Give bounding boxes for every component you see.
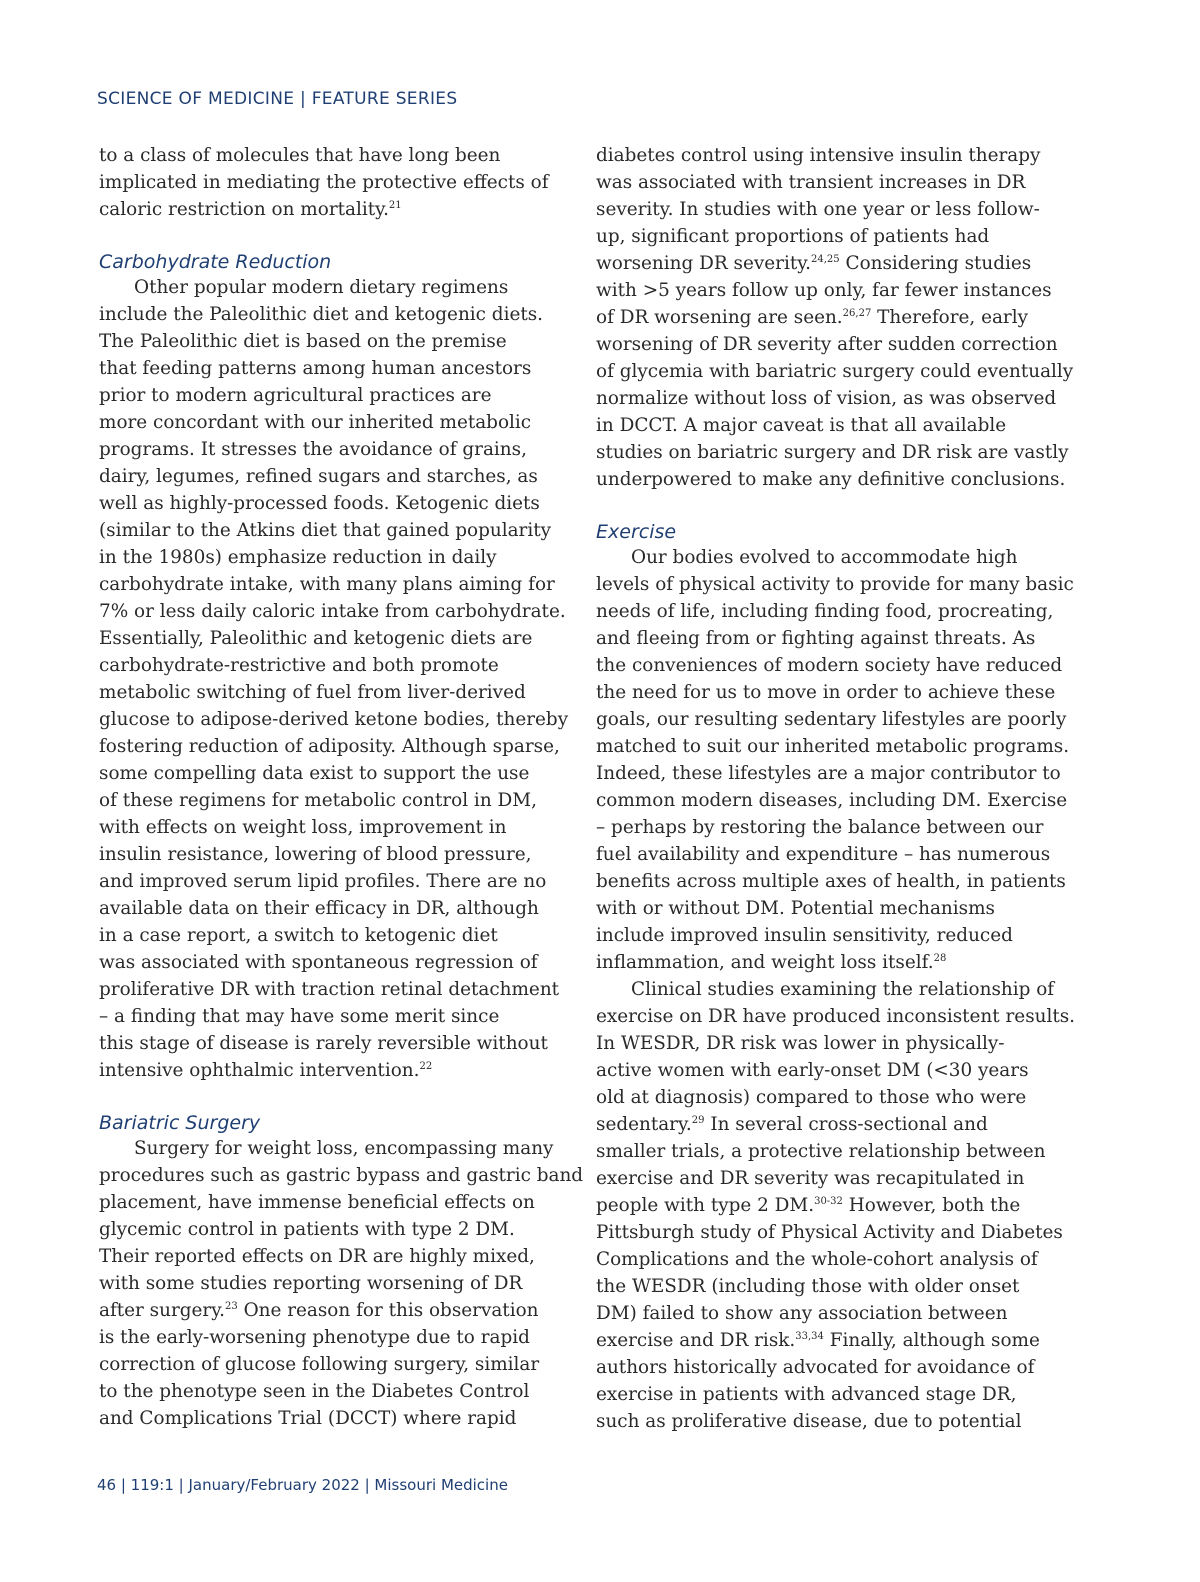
text-line (99, 1057, 545, 1084)
line-text: glycemic control in patients with type 2 DM. (99, 1219, 515, 1240)
line-text: with effects on weight loss, improvement in (99, 817, 507, 838)
paragraph-gap (99, 1084, 545, 1111)
text-line (99, 976, 560, 1003)
text-line (99, 1297, 545, 1324)
text-line (99, 1270, 545, 1297)
text-line (99, 1216, 545, 1243)
line-text-continued: Therefore, early (871, 307, 1028, 328)
line-text: The Paleolithic diet is based on the premise (99, 331, 507, 352)
line-text: goals, our resulting sedentary lifestyles are poorly (596, 709, 1067, 730)
text-line (99, 517, 552, 544)
text-line (596, 760, 1061, 787)
text-line (596, 625, 1042, 652)
line-text: carbohydrate-restrictive and both promote (99, 655, 499, 676)
text-line (596, 1408, 1042, 1435)
line-text: 7% or less daily caloric intake from carbohydrate. (99, 601, 566, 622)
line-text: fuel availability and expenditure – has numerous (596, 844, 1051, 865)
text-line (596, 169, 1042, 196)
line-text: Our bodies evolved to accommodate high (631, 547, 1018, 568)
line-text: active women with early-onset DM (<30 years (596, 1060, 1029, 1081)
text-line (99, 1243, 545, 1270)
text-line (596, 1030, 1042, 1057)
line-text: normalize without loss of vision, as was observed (596, 388, 1057, 409)
line-text: caloric restriction on mortality. (99, 199, 389, 220)
line-text: exercise on DR have produced inconsistent results. (596, 1006, 1076, 1027)
text-line (596, 385, 1057, 412)
line-text: prior to modern agricultural practices are (99, 385, 492, 406)
line-text: and improved serum lipid profiles. There are no (99, 871, 547, 892)
text-line (596, 544, 1042, 571)
line-text: intensive ophthalmic intervention. (99, 1060, 420, 1081)
line-text: fostering reduction of adiposity. Although sparse, (99, 736, 560, 757)
line-text: of glycemia with bariatric surgery could eventually (596, 361, 1074, 382)
line-text: with >5 years follow up only, far fewer instances (596, 280, 1052, 301)
line-text: authors historically advocated for avoidance of (596, 1357, 1035, 1378)
text-line (99, 1324, 545, 1351)
line-text: – a finding that may have some merit since (99, 1006, 500, 1027)
text-line (596, 868, 1066, 895)
text-line (99, 760, 545, 787)
text-line (596, 652, 1063, 679)
line-text: exercise and DR risk. (596, 1330, 796, 1351)
citation-superscript: 29 (691, 1115, 705, 1126)
line-text: to a class of molecules that have long been (99, 145, 501, 166)
text-line (596, 1057, 1042, 1084)
text-line (99, 895, 545, 922)
text-line (596, 679, 1056, 706)
text-line (99, 490, 545, 517)
text-line (596, 304, 1042, 331)
line-text: glucose to adipose-derived ketone bodies, thereby (99, 709, 569, 730)
citation-superscript: 24,25 (811, 254, 840, 265)
text-line (99, 1162, 584, 1189)
line-text: – perhaps by restoring the balance between our (596, 817, 1044, 838)
text-line (99, 1351, 545, 1378)
citation-superscript: 28 (933, 953, 947, 964)
line-text: well as highly-processed foods. Ketogenic diets (99, 493, 540, 514)
line-text: needs of life, including finding food, procreating, (596, 601, 1054, 622)
line-text: include the Paleolithic diet and ketogenic diets. (99, 304, 544, 325)
citation-superscript: 30-32 (814, 1196, 843, 1207)
text-line (99, 544, 545, 571)
line-text: proliferative DR with traction retinal detachment (99, 979, 560, 1000)
text-line (99, 787, 545, 814)
text-line (99, 922, 545, 949)
line-text: in DCCT. A major caveat is that all available (596, 415, 1007, 436)
line-text: was associated with spontaneous regression of (99, 952, 538, 973)
line-text-continued: Considering studies (839, 253, 1032, 274)
text-line (596, 949, 1042, 976)
line-text: the need for us to move in order to achieve these (596, 682, 1056, 703)
line-text: benefits across multiple axes of health, in patients (596, 871, 1066, 892)
text-line (596, 277, 1052, 304)
citation-superscript: 33,34 (795, 1331, 824, 1342)
text-line (596, 976, 1055, 1003)
text-line (596, 1381, 1042, 1408)
text-line (596, 1192, 1042, 1219)
text-line (99, 652, 545, 679)
line-text: with or without DM. Potential mechanisms (596, 898, 995, 919)
line-text-continued: Finally, although some (823, 1330, 1040, 1351)
text-line (99, 142, 545, 169)
line-text: worsening DR severity. (596, 253, 812, 274)
page-footer: 46 | 119:1 | January/February 2022 | Missouri Medicine (97, 1476, 508, 1494)
section-heading: Carbohydrate Reduction (99, 251, 332, 273)
line-text: Surgery for weight loss, encompassing many (134, 1138, 554, 1159)
line-text: people with type 2 DM. (596, 1195, 815, 1216)
line-text: of DR worsening are seen. (596, 307, 843, 328)
text-line (596, 1003, 1076, 1030)
text-line (99, 1030, 548, 1057)
text-line (99, 409, 545, 436)
paragraph-gap (99, 223, 545, 250)
line-text: was associated with transient increases in DR (596, 172, 1026, 193)
text-line (99, 598, 566, 625)
citation-superscript: 21 (388, 200, 402, 211)
line-text: dairy, legumes, refined sugars and starches, as (99, 466, 538, 487)
line-text: sedentary. (596, 1114, 692, 1135)
line-text: with some studies reporting worsening of DR (99, 1273, 523, 1294)
text-line (596, 331, 1058, 358)
paragraph-gap (596, 493, 1042, 520)
text-line (596, 223, 1042, 250)
text-line (99, 1003, 545, 1030)
line-text: more concordant with our inherited metabolic (99, 412, 532, 433)
citation-superscript: 23 (225, 1301, 238, 1312)
text-line (596, 895, 1042, 922)
text-line (99, 1189, 545, 1216)
text-line (596, 1327, 1042, 1354)
line-text: metabolic switching of fuel from liver-derived (99, 682, 526, 703)
line-text: this stage of disease is rarely reversible without (99, 1033, 548, 1054)
text-line (99, 301, 545, 328)
line-text: programs. It stresses the avoidance of grains, (99, 439, 527, 460)
line-text: placement, have immense beneficial effects on (99, 1192, 535, 1213)
text-line (596, 598, 1054, 625)
text-line (596, 1084, 1042, 1111)
line-text: up, significant proportions of patients had (596, 226, 990, 247)
line-text: available data on their efficacy in DR, although (99, 898, 539, 919)
text-line (99, 1135, 554, 1162)
line-text: implicated in mediating the protective effects of (99, 172, 549, 193)
line-text: that feeding patterns among human ancestors (99, 358, 532, 379)
citation-superscript: 26,27 (842, 308, 872, 319)
line-text: underpowered to make any definitive conclusions. (596, 469, 1066, 490)
text-line (99, 625, 545, 652)
text-line (596, 733, 1070, 760)
line-text: procedures such as gastric bypass and gastric band (99, 1165, 584, 1186)
text-line (596, 196, 1042, 223)
line-text: (similar to the Atkins diet that gained popularity (99, 520, 552, 541)
text-line (596, 1165, 1042, 1192)
text-line (99, 328, 545, 355)
line-text-continued: However, both the (842, 1195, 1021, 1216)
text-line (596, 1300, 1042, 1327)
line-text: of these regimens for metabolic control in DM, (99, 790, 537, 811)
line-text: Pittsburgh study of Physical Activity and Diabetes (596, 1222, 1063, 1243)
line-text: diabetes control using intensive insulin therapy (596, 145, 1041, 166)
text-line (99, 1405, 545, 1432)
text-line (596, 250, 1042, 277)
line-text: and Complications Trial (DCCT) where rapid (99, 1408, 517, 1429)
text-line (596, 1111, 1042, 1138)
text-line (99, 733, 560, 760)
text-line (596, 706, 1067, 733)
text-line (99, 1378, 545, 1405)
line-text: old at diagnosis) compared to those who were (596, 1087, 1027, 1108)
line-text: after surgery. (99, 1300, 225, 1321)
line-text: Essentially, Paleolithic and ketogenic diets are (99, 628, 533, 649)
text-line (99, 814, 545, 841)
text-line (99, 841, 545, 868)
line-text: and fleeing from or fighting against threats. As (596, 628, 1036, 649)
text-line (99, 706, 569, 733)
line-text: exercise in patients with advanced stage DR, (596, 1384, 1017, 1405)
line-text: in a case report, a switch to ketogenic diet (99, 925, 498, 946)
line-text: Other popular modern dietary regimens (134, 277, 509, 298)
text-line (596, 142, 1042, 169)
line-text: DM) failed to show any association between (596, 1303, 1008, 1324)
line-text: In WESDR, DR risk was lower in physically- (596, 1033, 1005, 1054)
text-line (99, 169, 549, 196)
line-text: studies on bariatric surgery and DR risk are vastly (596, 442, 1069, 463)
line-text: insulin resistance, lowering of blood pressure, (99, 844, 532, 865)
text-line (596, 1273, 1042, 1300)
line-text: exercise and DR severity was recapitulated in (596, 1168, 1025, 1189)
text-line (596, 922, 1042, 949)
line-text: worsening of DR severity after sudden correction (596, 334, 1058, 355)
text-line (596, 1219, 1063, 1246)
line-text: Indeed, these lifestyles are a major contributor to (596, 763, 1061, 784)
text-line (99, 274, 545, 301)
line-text: include improved insulin sensitivity, reduced (596, 925, 1013, 946)
text-line (596, 841, 1051, 868)
line-text-continued: In several cross-sectional and (704, 1114, 988, 1135)
line-text: the WESDR (including those with older onset (596, 1276, 1020, 1297)
line-text: some compelling data exist to support the use (99, 763, 530, 784)
line-text: severity. In studies with one year or less follow- (596, 199, 1040, 220)
line-text: carbohydrate intake, with many plans aiming for (99, 574, 555, 595)
line-text: levels of physical activity to provide for many basic (596, 574, 1074, 595)
text-line (596, 571, 1074, 598)
line-text: the conveniences of modern society have reduced (596, 655, 1063, 676)
text-line (596, 814, 1042, 841)
line-text: inflammation, and weight loss itself. (596, 952, 934, 973)
text-line (99, 868, 545, 895)
line-text: is the early-worsening phenotype due to rapid (99, 1327, 530, 1348)
line-text: Complications and the whole-cohort analysis of (596, 1249, 1038, 1270)
section-heading: Exercise (596, 521, 677, 543)
text-line (596, 1246, 1042, 1273)
text-line (596, 1138, 1046, 1165)
text-line (99, 679, 545, 706)
right-column (596, 142, 1076, 1435)
text-line (99, 436, 545, 463)
text-line (99, 382, 545, 409)
line-text: in the 1980s) emphasize reduction in daily (99, 547, 497, 568)
section-heading: Bariatric Surgery (99, 1112, 261, 1134)
text-line (596, 439, 1069, 466)
line-text: Clinical studies examining the relationship of (631, 979, 1055, 1000)
line-text: to the phenotype seen in the Diabetes Control (99, 1381, 530, 1402)
text-line (596, 466, 1066, 493)
line-text: correction of glucose following surgery, similar (99, 1354, 540, 1375)
text-line (99, 463, 545, 490)
text-line (99, 571, 555, 598)
text-line (596, 1354, 1042, 1381)
text-line (596, 787, 1068, 814)
line-text-continued: One reason for this observation (237, 1300, 539, 1321)
text-line (99, 949, 545, 976)
text-line (99, 196, 545, 223)
text-line (596, 412, 1042, 439)
line-text: such as proliferative disease, due to potential (596, 1411, 1022, 1432)
line-text: matched to suit our inherited metabolic programs. (596, 736, 1070, 757)
text-line (596, 358, 1074, 385)
left-column (99, 142, 584, 1432)
line-text: common modern diseases, including DM. Exercise (596, 790, 1068, 811)
running-header: SCIENCE OF MEDICINE | FEATURE SERIES (97, 89, 458, 109)
citation-superscript: 22 (419, 1061, 433, 1072)
line-text: smaller trials, a protective relationship between (596, 1141, 1046, 1162)
text-line (99, 355, 545, 382)
line-text: Their reported effects on DR are highly mixed, (99, 1246, 535, 1267)
